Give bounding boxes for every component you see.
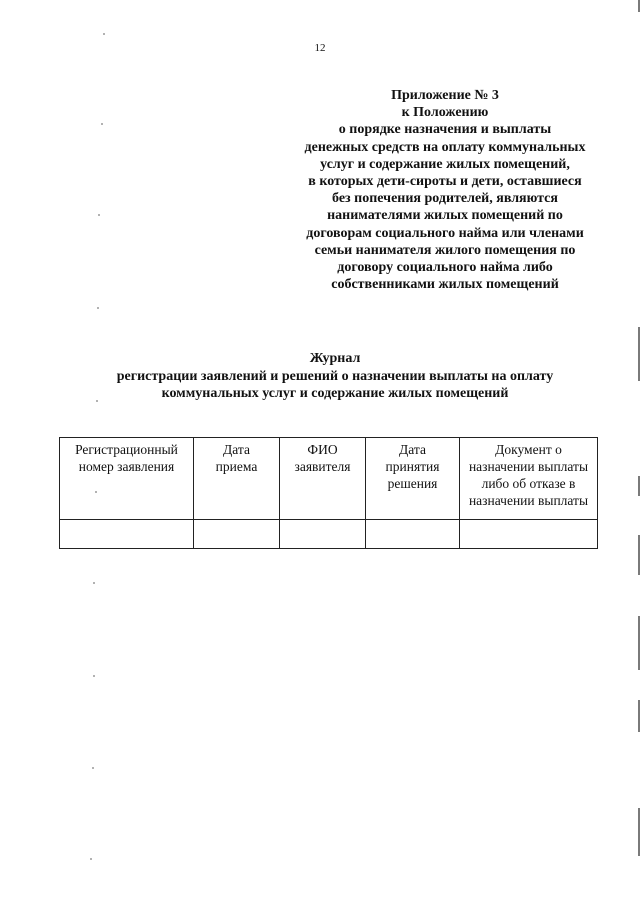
table-cell bbox=[60, 520, 194, 549]
appendix-line: нанимателями жилых помещений по bbox=[327, 208, 563, 224]
column-header-registration-number: Регистрационный номер заявления bbox=[60, 438, 194, 520]
table-cell bbox=[366, 520, 460, 549]
scan-artifact bbox=[93, 675, 95, 677]
appendix-line: денежных средств на оплату коммунальных bbox=[304, 139, 586, 155]
appendix-line: в которых дети-сироты и дети, оставшиеся bbox=[308, 174, 582, 190]
appendix-line: собственниками жилых помещений bbox=[331, 277, 559, 293]
appendix-line: к Положению bbox=[401, 105, 489, 121]
table-cell bbox=[460, 520, 598, 549]
appendix-line: без попечения родителей, являются bbox=[332, 191, 558, 207]
journal-header-row bbox=[60, 438, 598, 520]
journal-title: Журнал bbox=[309, 351, 361, 366]
appendix-line: о порядке назначения и выплаты bbox=[338, 122, 552, 138]
scan-artifact bbox=[92, 767, 94, 769]
journal-subtitle-line: коммунальных услуг и содержание жилых помещений bbox=[161, 386, 509, 401]
appendix-title: Приложение № 3 bbox=[391, 88, 499, 103]
table-row bbox=[60, 520, 598, 549]
appendix-header bbox=[270, 87, 620, 293]
scan-artifact bbox=[95, 491, 97, 493]
appendix-line: услуг и содержание жилых помещений, bbox=[320, 156, 570, 172]
column-header-applicant-name: ФИО заявителя bbox=[280, 438, 366, 520]
journal-table bbox=[59, 437, 598, 549]
column-header-decision-document: Документ о назначении выплаты либо об отказе в назначении выплаты bbox=[460, 438, 598, 520]
column-header-date-received: Дата приема bbox=[194, 438, 280, 520]
appendix-line: семьи нанимателя жилого помещения по bbox=[314, 242, 576, 258]
scan-artifact bbox=[103, 33, 105, 35]
scan-artifact bbox=[98, 214, 100, 216]
scan-artifact bbox=[93, 582, 95, 584]
appendix-line: договорам социального найма или членами bbox=[306, 225, 584, 241]
scan-artifact bbox=[90, 858, 92, 860]
scan-artifact bbox=[97, 307, 99, 309]
journal-heading bbox=[40, 350, 630, 403]
scan-artifact bbox=[96, 400, 98, 402]
column-header-decision-date: Дата принятия решения bbox=[366, 438, 460, 520]
table-cell bbox=[194, 520, 280, 549]
journal-subtitle-line: регистрации заявлений и решений о назначении выплаты на оплату bbox=[116, 368, 554, 384]
scan-artifact bbox=[101, 123, 103, 125]
page-number: 12 bbox=[314, 42, 326, 54]
appendix-line: договору социального найма либо bbox=[337, 260, 553, 276]
table-cell bbox=[280, 520, 366, 549]
